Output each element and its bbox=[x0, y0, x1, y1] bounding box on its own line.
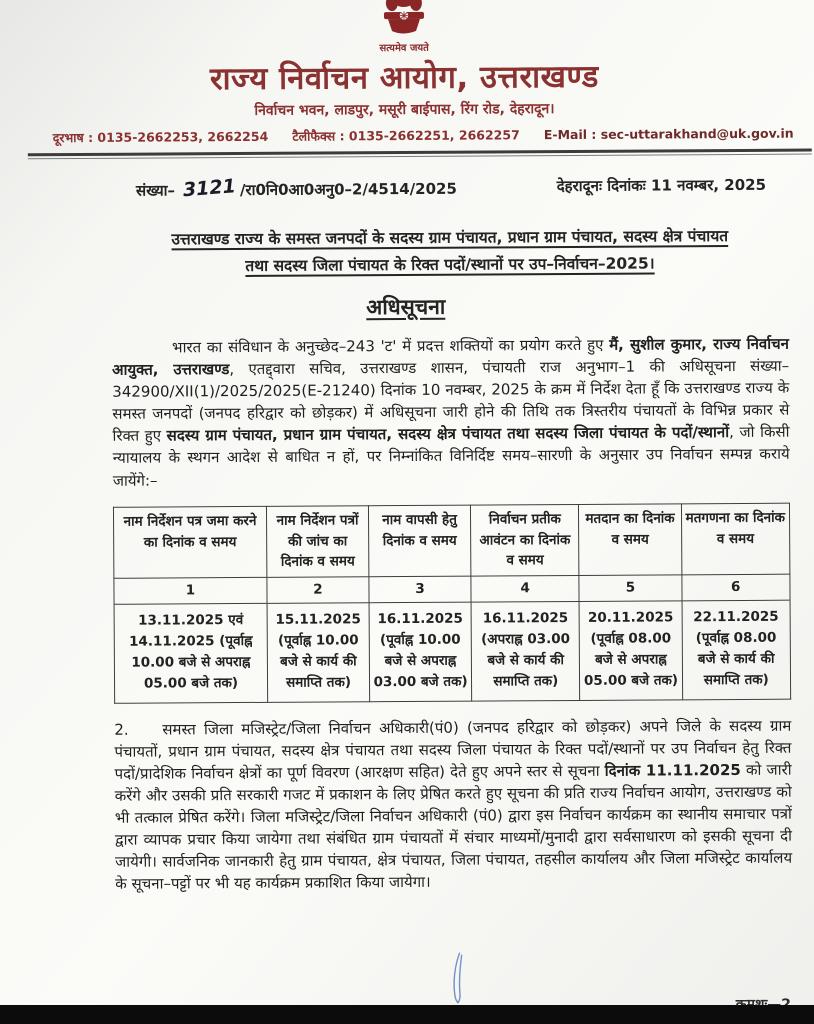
subject-title bbox=[111, 223, 788, 281]
letterhead-divider bbox=[28, 149, 812, 160]
notification-body bbox=[112, 333, 792, 895]
table-data-cell: 13.11.2025 एवं 14.11.2025 (पूर्वाह्न 10.00 बजे से अपराह्न 05.00 बजे तक) bbox=[114, 604, 268, 704]
paragraph-2 bbox=[114, 715, 792, 896]
table-header-cell: मतगणना का दिनांक व समय bbox=[681, 503, 790, 575]
reference-number-rest: /रा0नि0आ0अनु0–2/4514/2025 bbox=[239, 179, 457, 200]
place-and-date: देहरादूनः दिनांकः 11 नवम्बर, 2025 bbox=[556, 175, 767, 196]
table-data-cell: 16.11.2025 (अपराह्न 03.00 बजे से कार्य की समाप्ति तक) bbox=[471, 602, 580, 701]
table-data-cell: 16.11.2025 (पूर्वाह्न 10.00 बजे से अपराह्न 03.00 बजे तक) bbox=[369, 602, 472, 701]
paragraph-2-text: समस्त जिला मजिस्ट्रेट/जिला निर्वाचन अधिकारी(पं0) (जनपद हरिद्वार को छोड़कर) अपने जिले के सदस्य ग्राम पंचायतों, प्रधान ग्राम पंचायत, सदस्य क्षेत्र पंचायत तथा सदस्य जिला पंचायत के रिक्त पदों/स्थानों पर उप निर्वाचन हेतु रिक्त पदों/प्रादेशिक निर्वाचन क्षेत्रों का पूर्ण विवरण (आरक्षण सहित) देते हुए अपने स्तर से सूचना दिनांक 11.11.2025 को जारी करेंगे और उसकी प्रति सरकारी गजट में प्रकाशन के लिए प्रेषित करते हुए सूचना की प्रति राज्य निर्वाचन आयोग, उत्तराखण्ड को भी तत्काल प्रेषित करेंगे। जिला मजिस्ट्रेट/जिला निर्वाचन अधिकारी (पं0) द्वारा इस निर्वाचन कार्यक्रम का स्थानीय समाचार पत्रों द्वारा व्यापक प्रचार किया जायेगा तथा संबंधित ग्राम पंचायतों में संचार माध्यमों/मुनादी द्वारा सर्वसाधारण को इसकी सूचना दी जायेगी। सार्वजनिक जानकारी हेतु ग्राम पंचायत, क्षेत्र पंचायत, जिला पंचायत, तहसील कार्यालय और जिला मजिस्ट्रेट कार्यालय के सूचना–पट्टों पर भी यह कार्यक्रम प्रकाशित किया जायेगा। bbox=[114, 716, 793, 894]
reference-number-handwritten: 3121 bbox=[182, 175, 237, 202]
reference-number-label: संख्या– bbox=[135, 181, 176, 200]
table-data-cell: 22.11.2025 (पूर्वाह्न 08.00 बजे से कार्य की समाप्ति तक) bbox=[682, 600, 791, 699]
table-data-row bbox=[114, 600, 791, 703]
email-address: E-Mail : sec-uttarakhand@uk.gov.in bbox=[543, 125, 794, 143]
paragraph-1: भारत का संविधान के अनुच्छेद–243 'ट' में प्रदत्त शक्तियों का प्रयोग करते हुए मैं, सुशील कुमार, राज्य निर्वाचन आयुक्त, उत्तराखण्ड, एतद्द्वारा सचिव, उत्तराखण्ड शासन, पंचायती राज अनुभाग–1 की अधिसूचना संख्या–342900/XII(1)/2025/2025(E-21240) दिनांक 10 नवम्बर, 2025 के क्रम में निर्देश देता हूँ कि उत्तराखण्ड राज्य के समस्त जनपदों (जनपद हरिद्वार को छोड़कर) में अधिसूचना जारी होने की तिथि तक त्रिस्तरीय पंचायतों के विभिन्न प्रकार से रिक्त हुए सदस्य ग्राम पंचायत, प्रधान ग्राम पंचायत, सदस्य क्षेत्र पंचायत तथा सदस्य जिला पंचायत के पदों/स्थानों, जो किसी न्यायालय के स्थगन आदेश से बाधित न हों, पर निम्नांकित विनिर्दिष्ट समय–सारणी के अनुसार उप निर्वाचन सम्पन्न कराये जायेंगे:– bbox=[112, 334, 790, 490]
letterhead bbox=[0, 0, 811, 56]
reference-row bbox=[136, 175, 766, 201]
org-name: राज्य निर्वाचन आयोग, उत्तराखण्ड bbox=[209, 58, 599, 98]
table-number-cell: 4 bbox=[471, 576, 580, 603]
table-header-row bbox=[113, 503, 789, 579]
table-number-cell: 2 bbox=[267, 577, 369, 604]
table-header-cell: नाम वापसी हेतु दिनांक व समय bbox=[368, 505, 470, 577]
phone-number: दूरभाष : 0135-2662253, 2662254 bbox=[52, 128, 269, 146]
pen-mark bbox=[451, 952, 465, 1008]
table-number-cell: 3 bbox=[369, 576, 471, 603]
subject-line-1: उत्तराखण्ड राज्य के समस्त जनपदों के सदस्य ग्राम पंचायत, प्रधान ग्राम पंचायत, सदस्य क्षेत्र पंचायत bbox=[171, 227, 729, 249]
table-data-cell: 15.11.2025 (पूर्वाह्न 10.00 बजे से कार्य की समाप्ति तक) bbox=[267, 603, 370, 702]
table-header-cell: नाम निर्देशन पत्रों की जांच का दिनांक व समय bbox=[266, 505, 368, 577]
paragraph-2-number: 2. bbox=[114, 720, 129, 739]
contact-row bbox=[53, 125, 794, 147]
table-number-cell: 1 bbox=[114, 578, 267, 605]
telefax-number: टैलीफैक्स : 0135-2662251, 2662257 bbox=[292, 127, 520, 144]
table-data-cell: 20.11.2025 (पूर्वाह्न 08.00 बजे से अपराह्न 05.00 बजे तक) bbox=[580, 601, 683, 700]
table-number-cell: 5 bbox=[579, 575, 681, 602]
org-address: निर्वाचन भवन, लाडपुर, मसूरी बाईपास, रिंग रोड, देहरादून। bbox=[254, 101, 555, 119]
reference-number bbox=[136, 177, 457, 201]
table-number-cell: 6 bbox=[681, 575, 790, 602]
subject-line-2: तथा सदस्य जिला पंचायत के रिक्त पदों/स्थानों पर उप–निर्वाचन–2025। bbox=[245, 254, 655, 276]
table-header-cell: मतदान का दिनांक व समय bbox=[579, 503, 681, 575]
bottom-black-bar bbox=[0, 1005, 814, 1024]
schedule-table bbox=[113, 502, 791, 704]
table-header-cell: निर्वाचन प्रतीक आवंटन का दिनांक व समय bbox=[471, 504, 580, 576]
notification-heading: अधिसूचना bbox=[366, 295, 446, 320]
table-header-cell: नाम निर्देशन पत्र जमा करने का दिनांक व समय bbox=[113, 506, 266, 579]
emblem-motto: सत्यमेव जयते bbox=[379, 42, 429, 55]
